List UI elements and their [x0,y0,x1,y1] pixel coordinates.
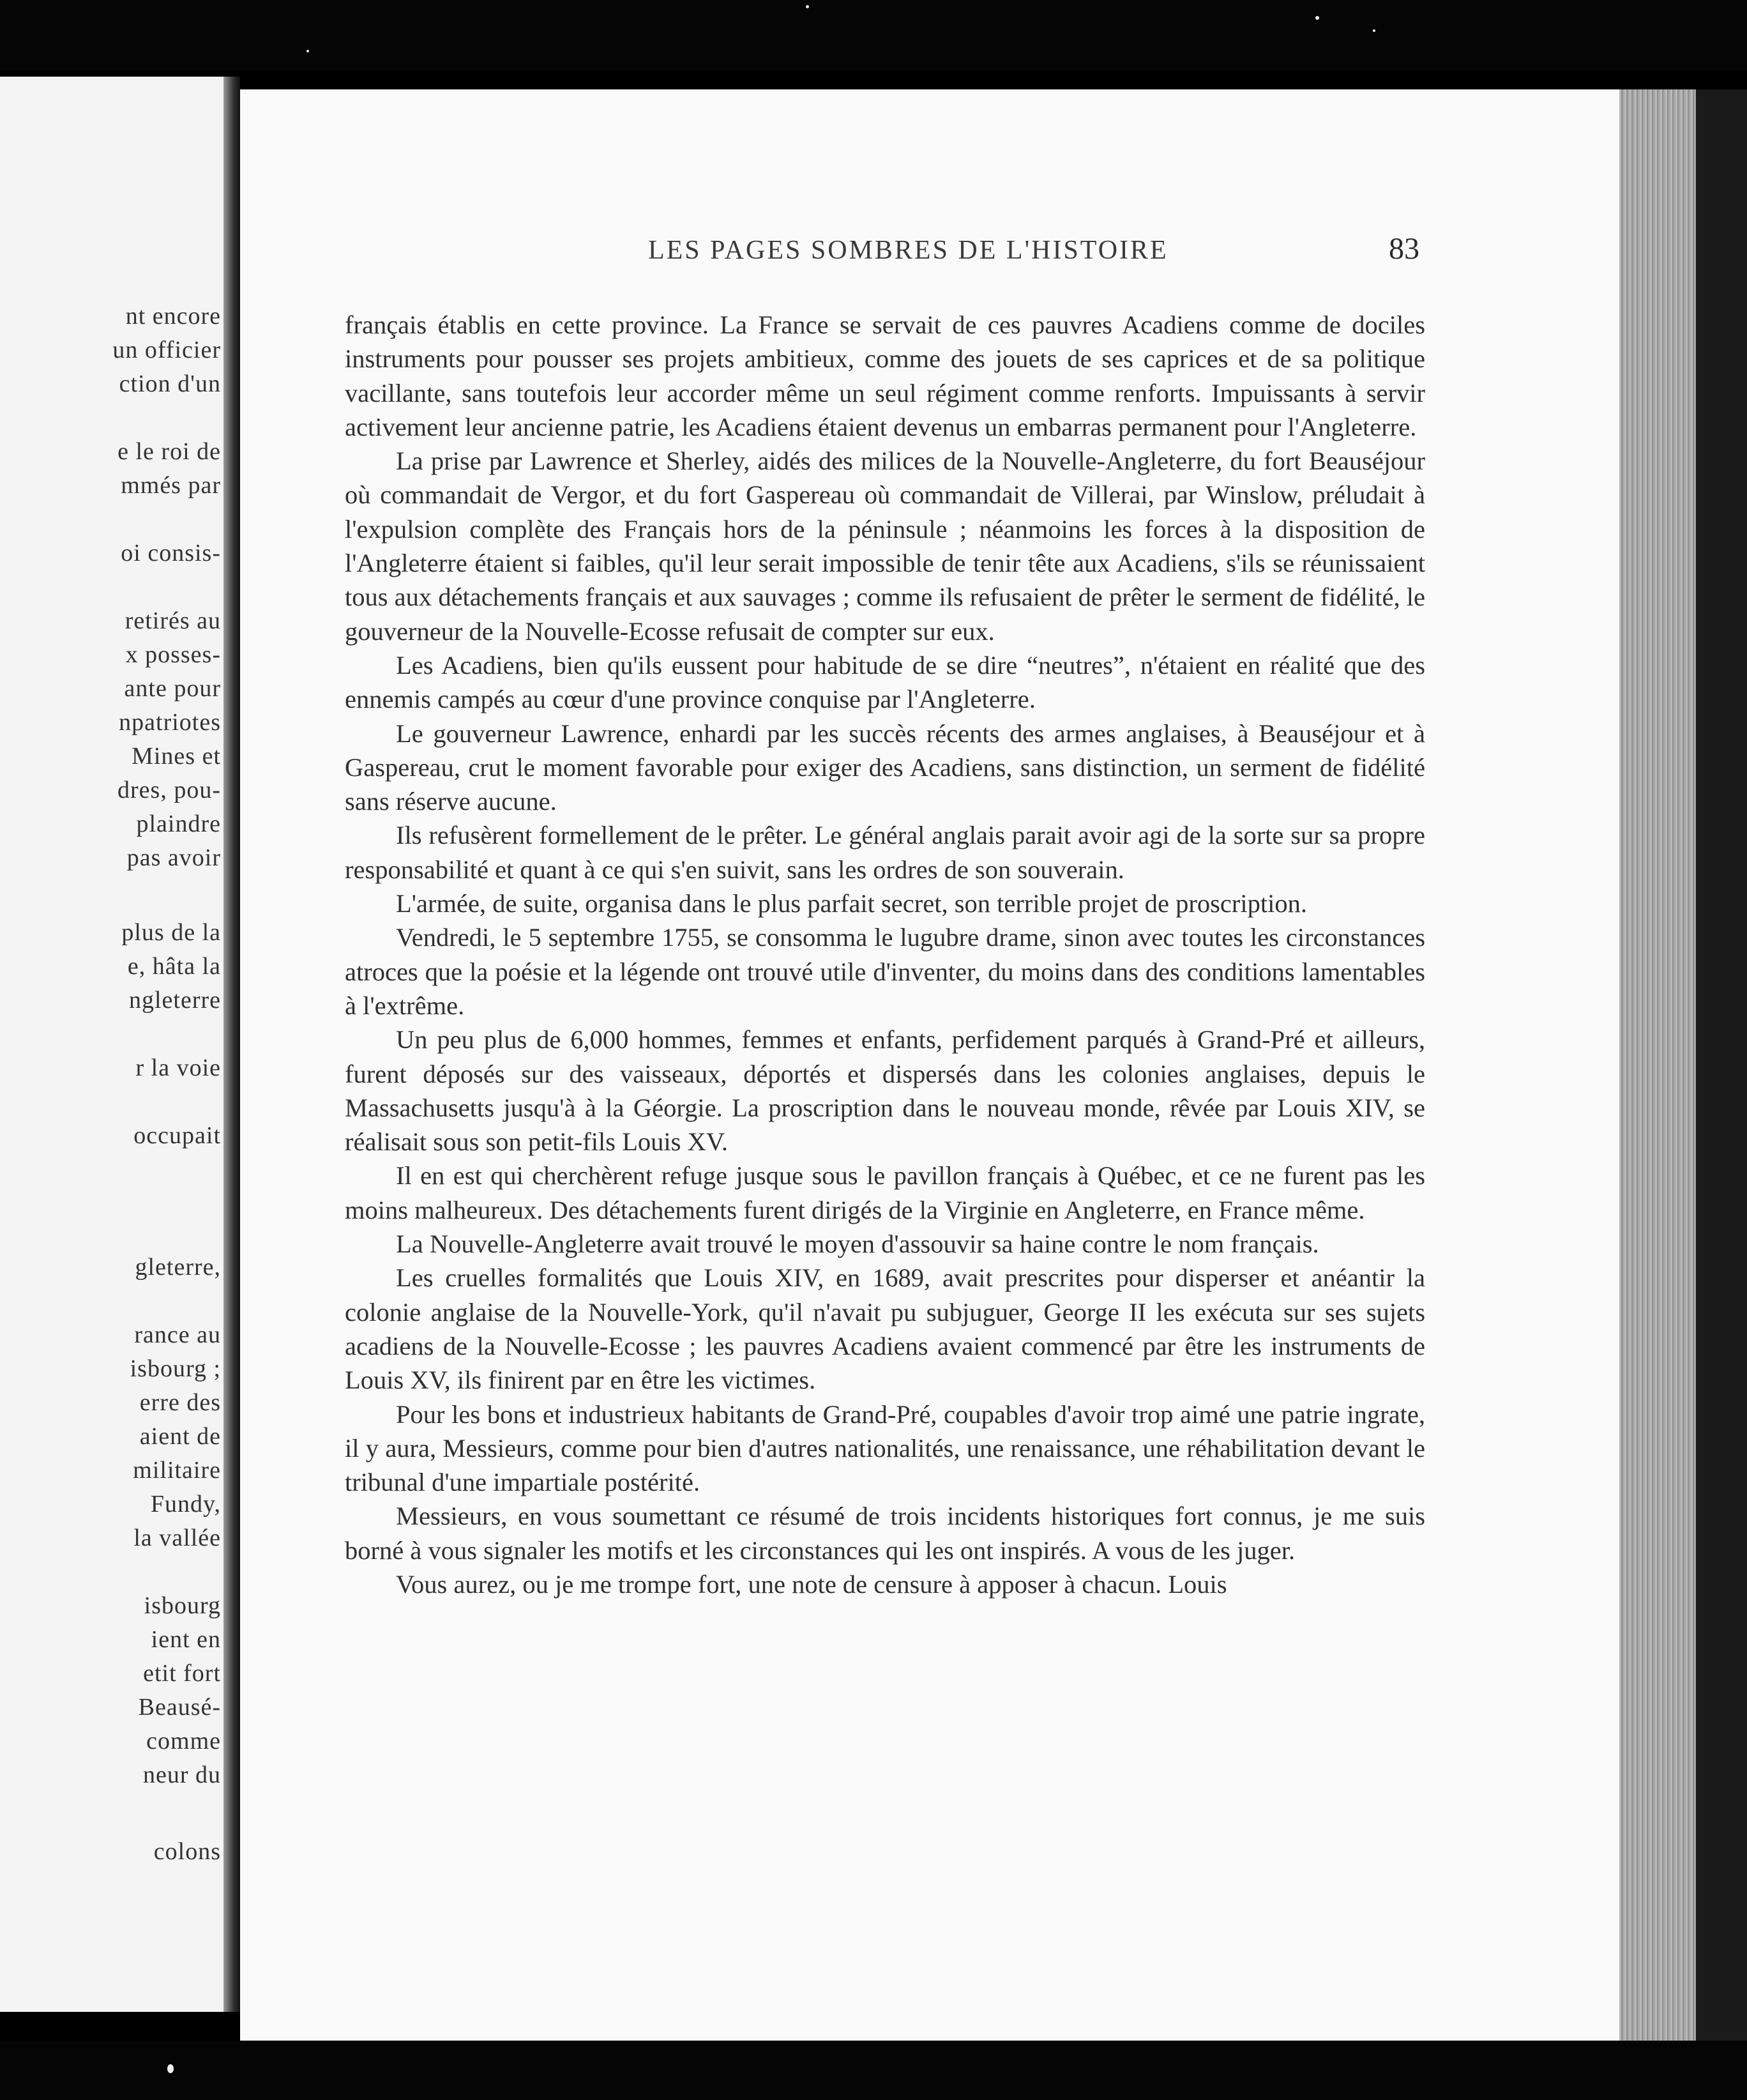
book-gutter [223,77,240,2012]
previous-page-fragment [0,77,223,2012]
dust-speck [167,2064,174,2073]
left-page-line: Fundy, [150,1491,221,1518]
left-page-line: la vallée [133,1525,221,1551]
left-page-line: comme [146,1728,221,1754]
paragraph: La prise par Lawrence et Sherley, aidés des milices de la Nouvelle-Angleterre, du fort Beauséjour où commandait de Vergor, et du fort Gaspereau où commandait de Villerai, par Winslow, préludait à l'expulsion complète des Français hors de la péninsule ; néanmoins les forces à la disposition de l'Angleterre étaient si faibles, qu'il leur serait impossible de tenir tête aux Acadiens, s'ils se réunissaient tous aux détachements français et aux sauvages ; comme ils refusaient de prêter le serment de fidélité, le gouverneur de la Nouvelle-Ecosse refusait de compter sur eux. [345,446,1425,646]
left-page-line: isbourg [144,1592,221,1619]
left-page-line: npatriotes [119,709,221,736]
paragraph: Vendredi, le 5 septembre 1755, se consomma le lugubre drame, sinon avec toutes les circonstances atroces que la poésie et la légende ont trouvé utile d'inventer, du moins dans des conditions lamentables à l'extrême. [345,923,1425,1020]
left-page-line: ngleterre [128,987,221,1014]
paragraph: Messieurs, en vous soumettant ce résumé de trois incidents historiques fort connus, je me suis borné à vous signaler les motifs et les circonstances qui les ont inspirés. A vous de les juger. [345,1502,1425,1565]
paragraph: La Nouvelle-Angleterre avait trouvé le moyen d'assouvir sa haine contre le nom français. [396,1229,1319,1259]
paragraph: Il en est qui cherchèrent refuge jusque sous le pavillon français à Québec, et ce ne furent pas les moins malheureux. Des détachements furent dirigés de la Virginie en Angleterre, en France même. [345,1161,1425,1224]
left-page-line: Beausé- [138,1694,221,1721]
left-page-line: etit fort [143,1660,221,1687]
left-page-line: e le roi de [117,438,221,465]
page-stack-edge [1619,89,1696,2041]
page-number: 83 [1389,232,1419,266]
left-page-line: colons [153,1838,221,1865]
left-page-line: militaire [133,1457,221,1484]
left-page-line: oi consis- [121,540,221,567]
scanner-top-border [0,0,1747,70]
left-page-line: pas avoir [126,844,221,871]
paragraph: Les Acadiens, bien qu'ils eussent pour habitude de se dire “neutres”, n'étaient en réalité que des ennemis campés au cœur d'une province conquise par l'Angleterre. [345,650,1425,714]
left-page-line: e, hâta la [127,953,221,980]
left-page-line: r la voie [135,1054,221,1081]
paragraph: Un peu plus de 6,000 hommes, femmes et enfants, perfidement parqués à Grand-Pré et ailleurs, furent déposés sur des vaisseaux, déportés et dispersés dans les colonies anglaises, depuis le Massachusetts jusqu'à à la Géorgie. La proscription dans le nouveau monde, rêvée par Louis XIV, se réalisait sous son petit-fils Louis XV. [345,1025,1425,1157]
scanner-bottom-border [0,2041,1747,2100]
left-page-line: x posses- [125,641,221,668]
left-page-line: occupait [133,1122,221,1149]
left-page-line: rance au [134,1321,221,1348]
left-page-line: plus de la [121,919,221,946]
dust-speck [806,5,809,8]
left-page-line: nt encore [125,303,221,330]
paragraph: français établis en cette province. La France se servait de ces pauvres Acadiens comme de dociles instruments pour pousser ses projets ambitieux, comme des jouets de ses caprices et de sa politique vacillante, sans toutefois leur accorder même un seul régiment comme renforts. Impuissants à servir activement leur ancienne patrie, les Acadiens étaient devenus un embarras permanent pour l'Angleterre. [345,310,1425,441]
left-page-line: aient de [139,1423,221,1450]
left-page-line: Mines et [132,743,221,770]
left-page-line: ction d'un [119,370,221,397]
dust-speck [1315,16,1319,20]
left-page-line: ante pour [124,675,221,702]
paragraph: Vous aurez, ou je me trompe fort, une note de censure à apposer à chacun. Louis [396,1569,1227,1599]
dust-speck [1373,29,1375,32]
left-page-line: neur du [142,1761,221,1788]
paragraph: L'armée, de suite, organisa dans le plus parfait secret, son terrible projet de proscription. [396,889,1307,918]
left-page-line: un officier [112,337,221,363]
paragraph: Les cruelles formalités que Louis XIV, en 1689, avait prescrites pour disperser et anéantir la colonie anglaise de la Nouvelle-York, qu'il n'avait pu subjuguer, George II les exécuta sur ses sujets acadiens de la Nouvelle-Ecosse ; les pauvres Acadiens avaient commencé par être les instruments de Louis XV, ils finirent par en être les victimes. [345,1263,1425,1395]
left-page-line: plaindre [136,810,221,837]
left-page-line: ient en [151,1626,221,1653]
left-page-line: erre des [139,1389,221,1416]
left-page-line: isbourg ; [130,1355,221,1382]
dust-speck [306,50,309,52]
left-page-line: retirés au [125,607,221,634]
page-stack-shadow [1696,89,1747,2041]
left-page-line: dres, pou- [117,777,221,803]
paragraph: Pour les bons et industrieux habitants de Grand-Pré, coupables d'avoir trop aimé une patrie ingrate, il y aura, Messieurs, comme pour bien d'autres nationalités, une renaissance, une réhabilitation devant le tribunal d'une impartiale postérité. [345,1399,1425,1497]
left-page-line: gleterre, [135,1254,221,1281]
running-head: LES PAGES SOMBRES DE L'HISTOIRE [648,236,1168,265]
body-text [345,308,1425,1601]
paragraph: Le gouverneur Lawrence, enhardi par les succès récents des armes anglaises, à Beauséjour et à Gaspereau, crut le moment favorable pour exiger des Acadiens, sans distinction, un serment de fidélité sans réserve aucune. [345,719,1425,816]
left-page-line: mmés par [121,472,221,499]
paragraph: Ils refusèrent formellement de le prêter. Le général anglais parait avoir agi de la sorte sur sa propre responsabilité et quant à ce qui s'en suivit, sans les ordres de son souverain. [345,821,1425,884]
